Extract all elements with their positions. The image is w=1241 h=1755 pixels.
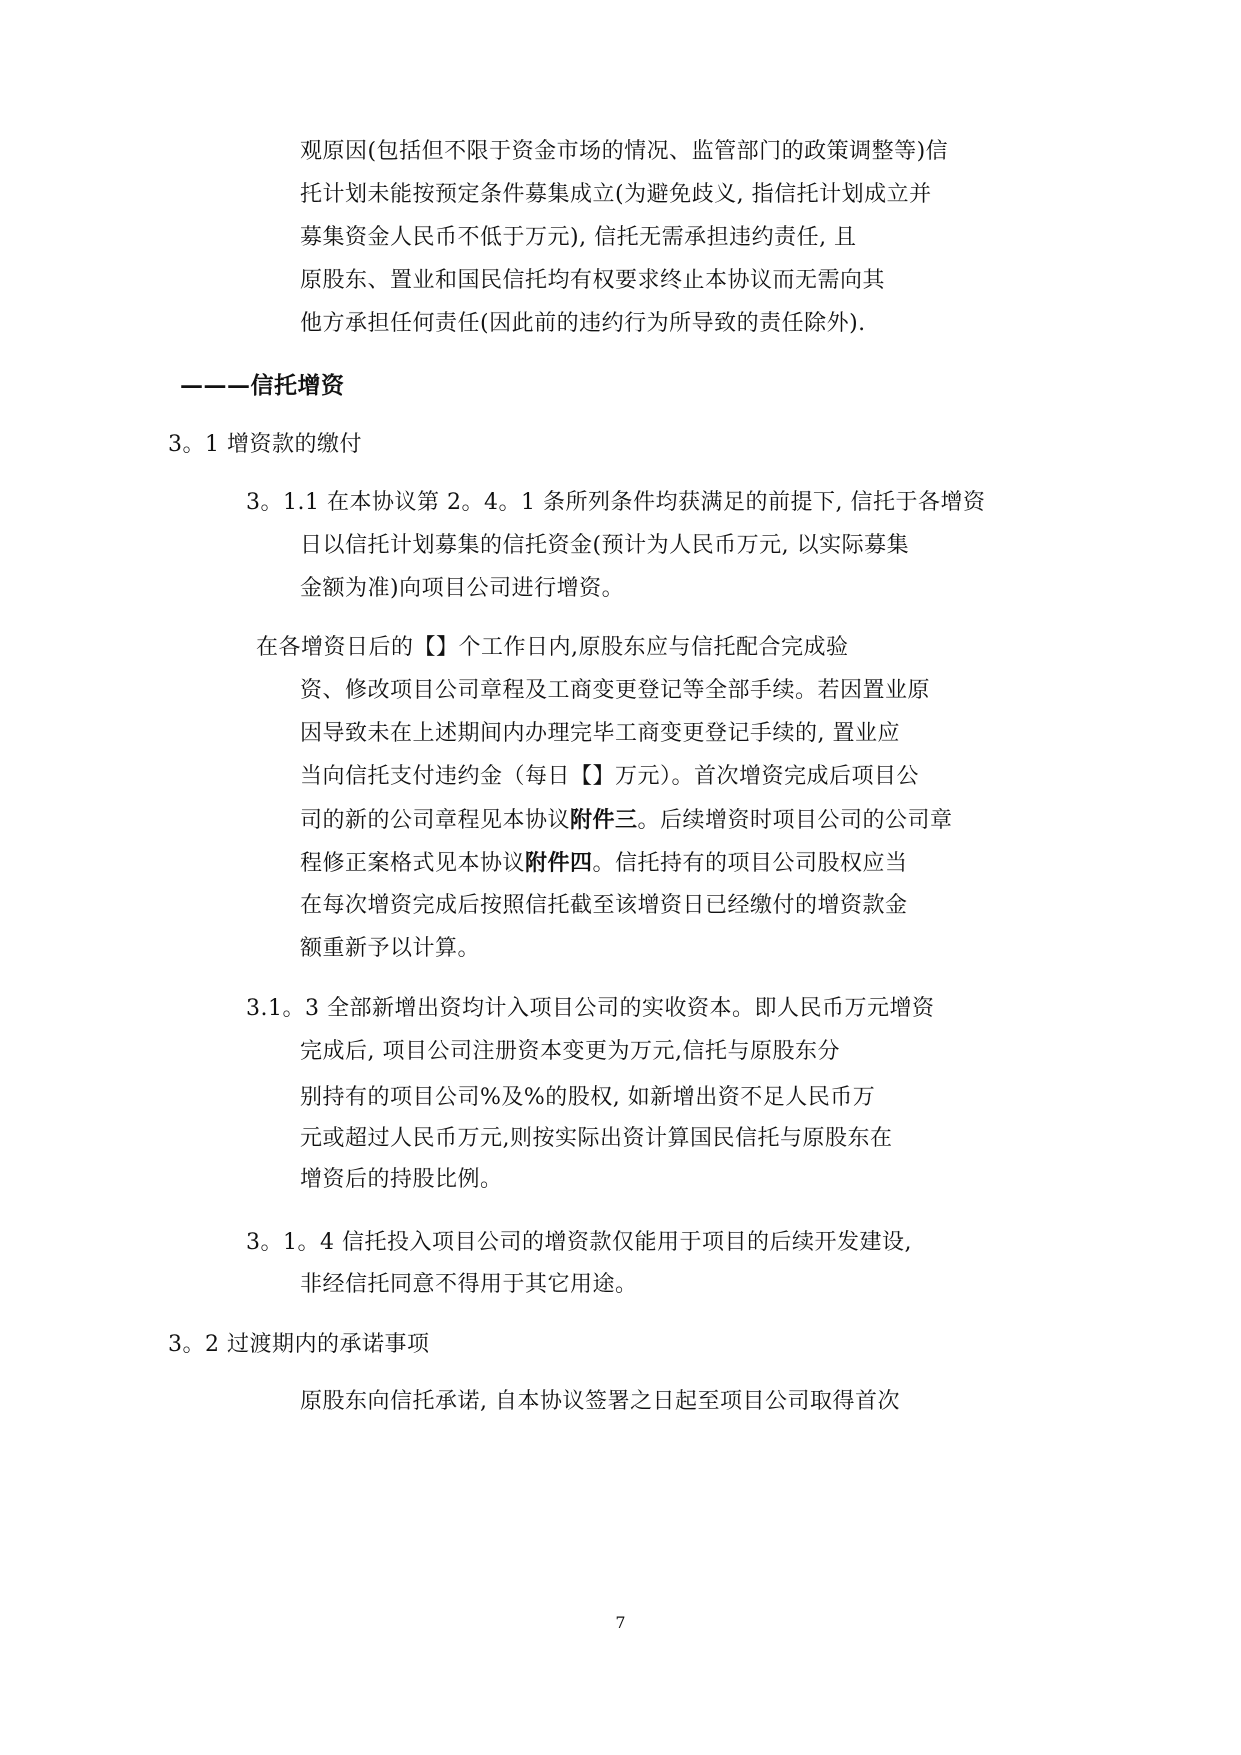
clause-line: 金额为准)向项目公司进行增资。	[300, 576, 625, 601]
body-text-line: 原股东、置业和国民信托均有权要求终止本协议而无需向其	[300, 268, 886, 293]
body-text-line: 他方承担任何责任(因此前的违约行为所导致的责任除外).	[300, 311, 866, 336]
clause-line: 在各增资日后的【】个工作日内,原股东应与信托配合完成验	[256, 635, 849, 660]
subsection-title: 3。1 增资款的缴付	[168, 432, 362, 457]
clause-line: 3.1。3 全部新增出资均计入项目公司的实收资本。即人民币万元增资	[246, 996, 935, 1021]
body-text-line: 托计划未能按预定条件募集成立(为避免歧义, 指信托计划成立并	[300, 182, 932, 207]
clause-line: 因导致未在上述期间内办理完毕工商变更登记手续的, 置业应	[300, 721, 900, 746]
clause-line: 日以信托计划募集的信托资金(预计为人民币万元, 以实际募集	[300, 533, 910, 558]
clause-line: 别持有的项目公司%及%的股权, 如新增出资不足人民币万	[300, 1085, 876, 1110]
clause-line	[300, 805, 953, 836]
clause-line: 额重新予以计算。	[300, 936, 481, 961]
clause-text: 程修正案格式见本协议	[300, 851, 526, 876]
clause-line: 3。1。4 信托投入项目公司的增资款仅能用于项目的后续开发建设,	[246, 1230, 912, 1255]
clause-text: 。后续增资时项目公司的公司章	[637, 808, 953, 833]
clause-text: 司的新的公司章程见本协议	[300, 808, 571, 833]
clause-line: 增资后的持股比例。	[300, 1167, 503, 1192]
clause-line: 非经信托同意不得用于其它用途。	[300, 1272, 638, 1297]
attachment-ref: 附件四	[525, 850, 593, 876]
clause-line: 3。1.1 在本协议第 2。4。1 条所列条件均获满足的前提下, 信托于各增资	[246, 490, 986, 515]
body-text-line: 观原因(包括但不限于资金市场的情况、监管部门的政策调整等)信	[300, 139, 949, 164]
clause-line: 元或超过人民币万元,则按实际出资计算国民信托与原股东在	[300, 1126, 893, 1151]
clause-line	[300, 848, 908, 879]
body-text-line: 募集资金人民币不低于万元), 信托无需承担违约责任, 且	[300, 225, 857, 250]
attachment-ref: 附件三	[570, 807, 638, 833]
clause-line: 原股东向信托承诺, 自本协议签署之日起至项目公司取得首次	[300, 1389, 900, 1414]
subsection-title: 3。2 过渡期内的承诺事项	[168, 1332, 430, 1357]
clause-line: 当向信托支付违约金（每日【】万元）。首次增资完成后项目公	[300, 764, 920, 789]
section-heading: ———信托增资	[180, 372, 345, 399]
clause-line: 资、修改项目公司章程及工商变更登记等全部手续。若因置业原	[300, 678, 931, 703]
clause-text: 。信托持有的项目公司股权应当	[592, 851, 908, 876]
page-number: 7	[615, 1613, 626, 1632]
clause-line: 完成后, 项目公司注册资本变更为万元,信托与原股东分	[300, 1039, 840, 1064]
clause-line: 在每次增资完成后按照信托截至该增资日已经缴付的增资款金	[300, 893, 908, 918]
